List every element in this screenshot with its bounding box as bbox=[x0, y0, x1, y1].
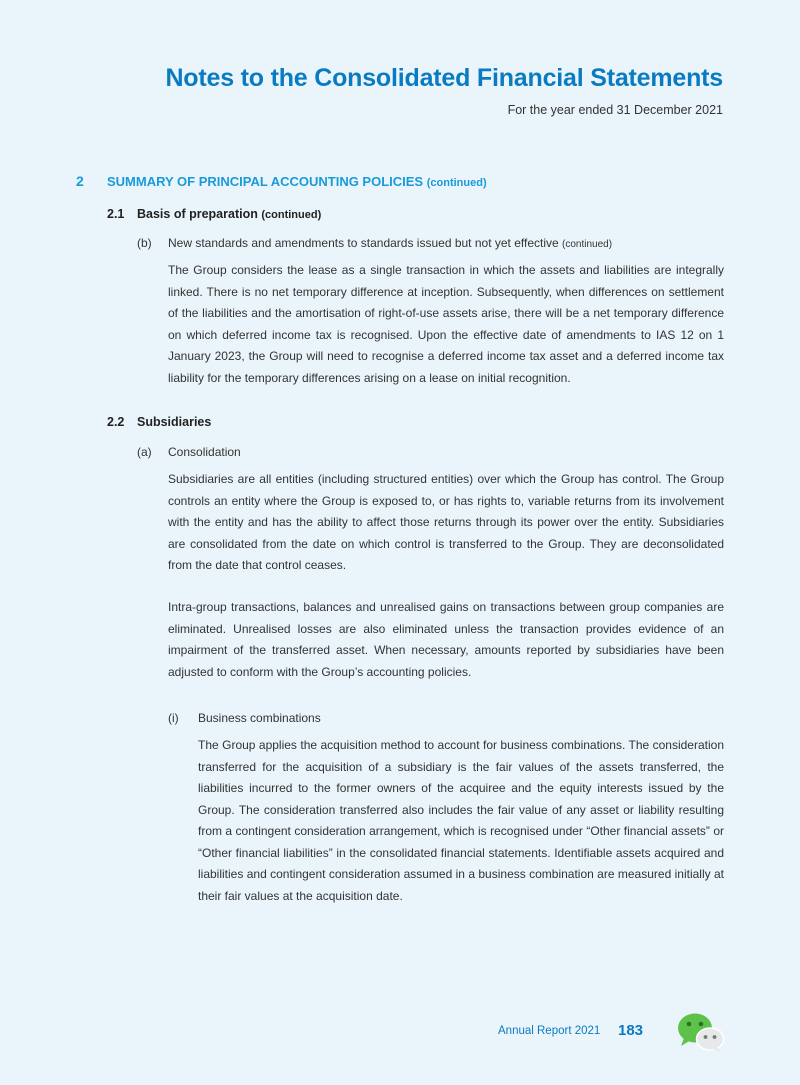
subsection-number-2-1: 2.1 bbox=[107, 207, 125, 221]
page-subtitle: For the year ended 31 December 2021 bbox=[507, 103, 723, 117]
sub-item-mark-i: (i) bbox=[168, 711, 179, 725]
section-title-text: SUMMARY OF PRINCIPAL ACCOUNTING POLICIES bbox=[107, 174, 424, 189]
item-label-a: Consolidation bbox=[168, 445, 241, 459]
item-mark-a: (a) bbox=[137, 445, 152, 459]
page-number: 183 bbox=[618, 1022, 644, 1039]
section-title bbox=[107, 174, 487, 189]
logo-eye-left bbox=[687, 1022, 692, 1027]
item-label-b bbox=[168, 236, 612, 250]
sub-item-label-i: Business combinations bbox=[198, 711, 321, 725]
subsection-title-2-1 bbox=[137, 207, 321, 221]
logo-eye-right bbox=[699, 1022, 704, 1027]
page-title: Notes to the Consolidated Financial Statements bbox=[165, 64, 723, 92]
subsection-title-2-2: Subsidiaries bbox=[137, 415, 212, 429]
subsection-continued: (continued) bbox=[261, 209, 322, 221]
logo-eye-right-2 bbox=[713, 1035, 717, 1039]
item-continued: (continued) bbox=[562, 239, 613, 250]
paragraph-intra-group: Intra-group transactions, balances and unrealised gains on transactions between group companies are eliminated. Unrealised losses are also eliminated unless the transaction provides evidence of an impairment of the transferred asset. When necessary, amounts reported by subsidiaries have been adjusted to conform with the Group’s accounting policies. bbox=[168, 600, 724, 679]
subsection-number-2-2: 2.2 bbox=[107, 415, 125, 429]
subsection-title-text: Basis of preparation bbox=[137, 207, 258, 221]
section-continued: (continued) bbox=[426, 177, 487, 189]
item-label-text: New standards and amendments to standards issued but not yet effective bbox=[168, 236, 559, 250]
section-number: 2 bbox=[76, 173, 84, 189]
paragraph-business-combinations: The Group applies the acquisition method to account for business combinations. The consideration transferred for the acquisition of a subsidiary is the fair values of the assets transferred, the liabilities incurred to the former owners of the acquiree and the equity interests issued by the Group. The consideration transferred also includes the fair value of any asset or liability resulting from a contingent consideration arrangement, which is recognised under “Other financial assets” or “Other financial liabilities” in the consolidated financial statements. Identifiable assets acquired and liabilities and contingent consideration assumed in a business combination are measured initially at their fair values at the acquisition date. bbox=[198, 738, 724, 903]
logo-bubble-back bbox=[697, 1028, 724, 1050]
item-mark-b: (b) bbox=[137, 236, 152, 250]
paragraph-subsidiaries: Subsidiaries are all entities (including structured entities) over which the Group has control. The Group controls an entity where the Group is exposed to, or has rights to, variable returns from its involvement with the entity and has the ability to affect those returns through its power over the entity. Subsidiaries are consolidated from the date on which control is transferred to the Group. They are deconsolidated from the date that control ceases. bbox=[168, 472, 724, 572]
logo-eye-left-2 bbox=[704, 1035, 708, 1039]
wechat-logo-icon bbox=[676, 1011, 726, 1053]
paragraph-lease: The Group considers the lease as a single transaction in which the assets and liabilities are integrally linked. There is no net temporary difference at inception. Subsequently, when differences on settlement of the liabilities and the amortisation of right-of-use assets arise, there will be a net temporary difference on which deferred income tax is recognised. Upon the effective date of amendments to IAS 12 on 1 January 2023, the Group will need to recognise a deferred income tax asset and a deferred income tax liability for the temporary differences arising on a lease on initial recognition. bbox=[168, 263, 724, 385]
footer-report-title: Annual Report 2021 bbox=[498, 1025, 601, 1037]
